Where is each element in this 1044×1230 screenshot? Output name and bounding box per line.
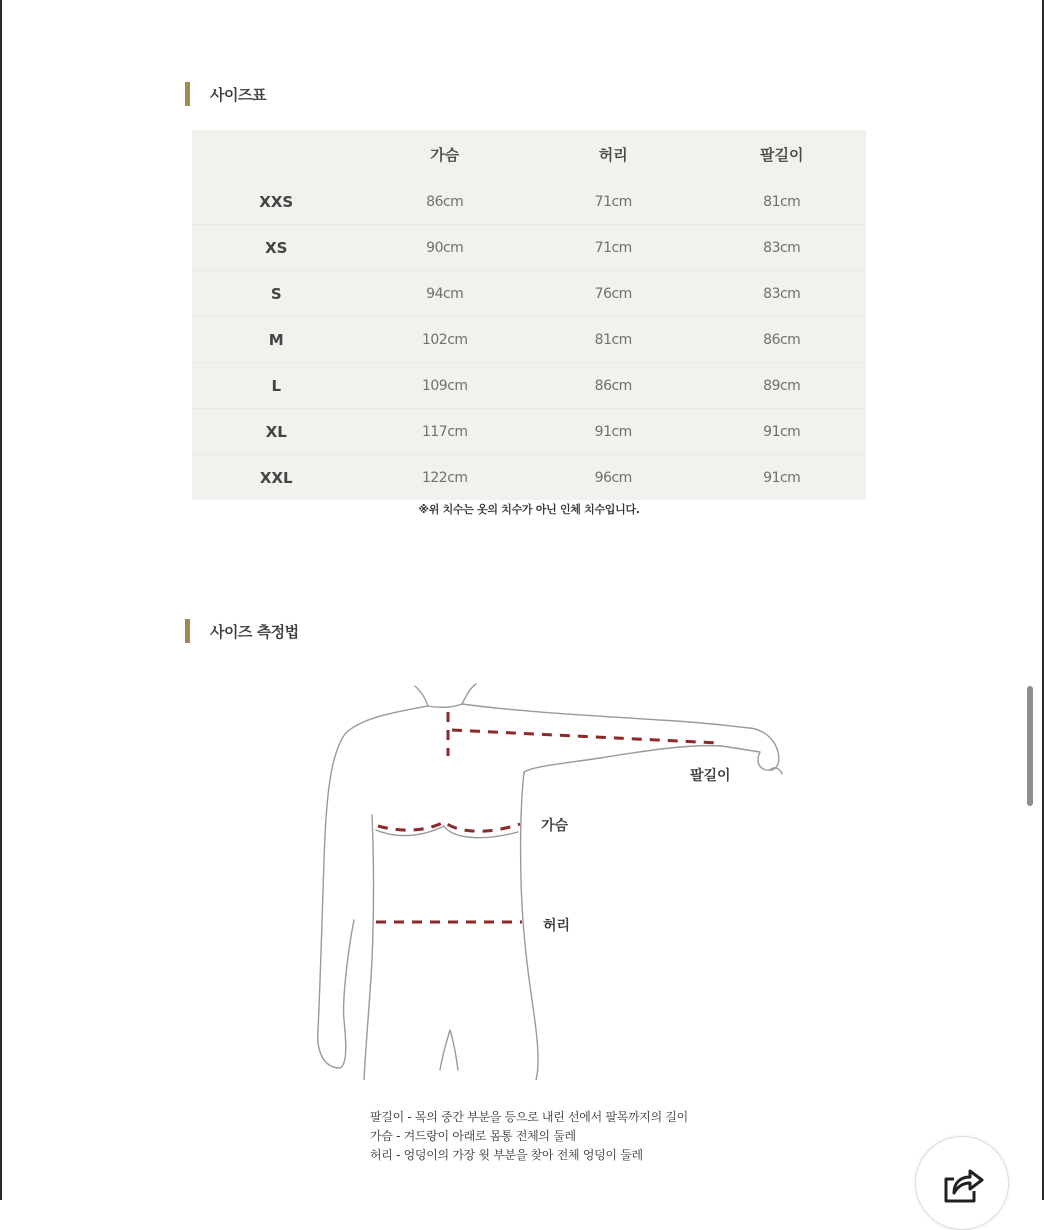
table-row bbox=[192, 179, 866, 225]
column-header: 허리 bbox=[598, 146, 628, 164]
frame-left-edge bbox=[0, 0, 2, 1200]
chest-cell: 94cm bbox=[361, 271, 530, 317]
arm-description: 팔길이 - 목의 중간 부분을 등으로 내린 선에서 팔목까지의 길이 bbox=[370, 1110, 688, 1124]
waist-cell: 71cm bbox=[594, 193, 632, 210]
waist-cell: 91cm bbox=[529, 409, 698, 455]
arm-cell: 81cm bbox=[763, 193, 801, 210]
size-chart-title: 사이즈표 bbox=[210, 85, 266, 104]
waist-description: 허리 - 엉덩이의 가장 윗 부분을 찾아 전체 엉덩이 둘레 bbox=[370, 1148, 643, 1162]
table-header-row bbox=[192, 130, 866, 179]
arm-length-label: 팔길이 bbox=[690, 768, 731, 784]
share-button[interactable] bbox=[915, 1136, 1009, 1230]
table-row bbox=[192, 225, 866, 271]
chest-cell: 109cm bbox=[361, 363, 530, 409]
size-note: ※위 치수는 옷의 치수가 아닌 인체 치수입니다. bbox=[418, 503, 640, 516]
chest-cell: 86cm bbox=[426, 193, 464, 210]
chest-description: 가슴 - 겨드랑이 아래로 몸통 전체의 둘레 bbox=[370, 1129, 576, 1143]
waist-cell: 76cm bbox=[529, 271, 698, 317]
table-row bbox=[192, 409, 866, 455]
arm-cell: 83cm bbox=[698, 225, 867, 271]
heading-accent-bar bbox=[185, 619, 190, 643]
column-header: 팔길이 bbox=[760, 146, 804, 164]
chest-cell: 122cm bbox=[361, 455, 530, 501]
waist-cell: 86cm bbox=[529, 363, 698, 409]
size-chart-heading bbox=[185, 82, 266, 106]
arm-cell: 91cm bbox=[698, 455, 867, 501]
measure-descriptions bbox=[370, 1108, 688, 1165]
chest-label: 가슴 bbox=[541, 818, 569, 834]
waist-cell: 81cm bbox=[529, 317, 698, 363]
table-row bbox=[192, 317, 866, 363]
size-cell: XL bbox=[192, 409, 361, 455]
measure-title: 사이즈 측정법 bbox=[210, 622, 299, 641]
waist-cell: 96cm bbox=[529, 455, 698, 501]
vertical-scrollbar[interactable] bbox=[1027, 686, 1033, 806]
share-icon bbox=[940, 1161, 984, 1205]
chest-cell: 117cm bbox=[361, 409, 530, 455]
column-header bbox=[192, 130, 361, 179]
chest-cell: 102cm bbox=[361, 317, 530, 363]
table-row bbox=[192, 455, 866, 501]
arm-cell: 83cm bbox=[698, 271, 867, 317]
size-cell: L bbox=[192, 363, 361, 409]
waist-label: 허리 bbox=[543, 918, 571, 934]
size-cell: XXS bbox=[259, 192, 294, 211]
size-cell: XXL bbox=[192, 455, 361, 501]
waist-cell: 71cm bbox=[529, 225, 698, 271]
arm-cell: 86cm bbox=[698, 317, 867, 363]
size-cell: S bbox=[192, 271, 361, 317]
body-outline-illustration bbox=[300, 670, 800, 1080]
size-table bbox=[192, 130, 866, 500]
size-cell: M bbox=[192, 317, 361, 363]
arm-cell: 91cm bbox=[698, 409, 867, 455]
measure-heading bbox=[185, 619, 299, 643]
chest-cell: 90cm bbox=[361, 225, 530, 271]
column-header: 가슴 bbox=[430, 146, 460, 164]
table-row bbox=[192, 363, 866, 409]
heading-accent-bar bbox=[185, 82, 190, 106]
arm-cell: 89cm bbox=[698, 363, 867, 409]
table-row bbox=[192, 271, 866, 317]
size-cell: XS bbox=[192, 225, 361, 271]
